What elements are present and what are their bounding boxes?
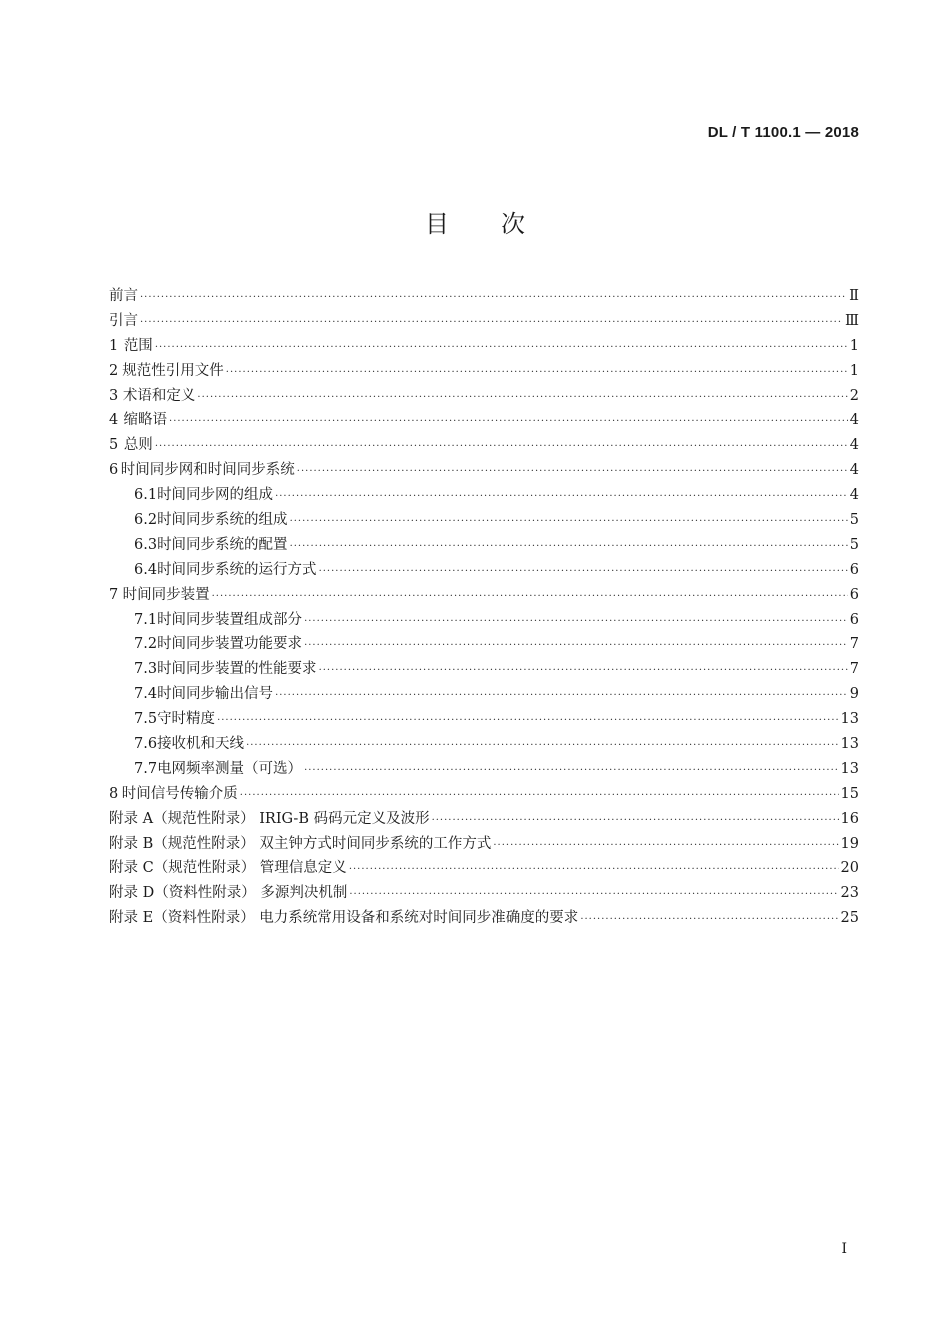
toc-entry-label: 时间同步系统的运行方式 — [157, 561, 317, 578]
toc-entry[interactable] — [109, 608, 859, 633]
toc-entry-number: 3 — [109, 387, 119, 404]
toc-entry-page: 2 — [849, 387, 859, 404]
toc-entry-label: 总则 — [123, 437, 153, 454]
toc-entry-number: 5 — [109, 437, 119, 454]
toc-entry-page: Ⅲ — [845, 312, 859, 329]
toc-entry-page: 4 — [849, 487, 859, 504]
toc-entry-page: 13 — [840, 736, 859, 753]
toc-entry-number: 7.6 — [134, 736, 158, 753]
toc-entry-label: 守时精度 — [157, 711, 216, 728]
toc-entry[interactable] — [109, 309, 859, 334]
toc-entry[interactable] — [109, 533, 859, 558]
toc-entry-page: 9 — [849, 686, 859, 703]
dot-leader — [290, 510, 848, 535]
page-number: I — [841, 1241, 847, 1257]
toc-entry[interactable] — [109, 433, 859, 458]
dot-leader — [155, 336, 848, 361]
toc-entry-label: 时间同步输出信号 — [157, 686, 274, 703]
toc-entry[interactable] — [109, 732, 859, 757]
toc-entry-page: 20 — [840, 860, 859, 877]
dot-leader — [319, 560, 848, 585]
toc-entry-label: 时间同步装置功能要求 — [157, 636, 303, 653]
toc-entry-page: 13 — [840, 711, 859, 728]
toc-entry-page: 25 — [840, 910, 859, 927]
toc-entry-label: 时间同步装置组成部分 — [157, 611, 303, 628]
toc-entry[interactable] — [109, 583, 859, 608]
toc-entry-number: 7 — [109, 586, 119, 603]
toc-entry[interactable] — [109, 408, 859, 433]
dot-leader — [304, 634, 848, 659]
toc-entry-label: 术语和定义 — [122, 387, 196, 404]
toc-entry-page: 7 — [849, 661, 859, 678]
toc-entry-page: 4 — [849, 437, 859, 454]
toc-entry-page: 19 — [840, 835, 859, 852]
toc-entry[interactable] — [109, 657, 859, 682]
dot-leader — [169, 410, 848, 435]
toc-entry-number: 2 — [109, 362, 119, 379]
dot-leader — [349, 883, 838, 908]
dot-leader — [304, 759, 838, 784]
toc-entry-label: 规范性引用文件 — [122, 362, 224, 379]
toc-entry-label: 引言 — [109, 312, 138, 329]
dot-leader — [290, 535, 848, 560]
dot-leader — [212, 585, 848, 610]
dot-leader — [580, 908, 838, 933]
toc-entry-page: 6 — [849, 611, 859, 628]
dot-leader — [217, 709, 838, 734]
dot-leader — [140, 311, 843, 336]
dot-leader — [319, 659, 848, 684]
toc-entry-label: 时间同步网和时间同步系统 — [120, 462, 295, 479]
dot-leader — [493, 834, 838, 859]
toc-entry[interactable] — [109, 458, 859, 483]
toc-entry[interactable] — [109, 508, 859, 533]
toc-entry-page: 6 — [849, 561, 859, 578]
toc-entry-label: 附录 B（规范性附录） 双主钟方式时间同步系统的工作方式 — [109, 835, 492, 852]
toc-entry[interactable] — [109, 483, 859, 508]
toc-entry[interactable] — [109, 881, 859, 906]
toc-entry-page: 5 — [849, 536, 859, 553]
toc-entry[interactable] — [109, 757, 859, 782]
toc-entry-number: 7.2 — [134, 636, 158, 653]
toc-entry[interactable] — [109, 558, 859, 583]
toc-entry-number: 6 — [109, 462, 119, 479]
dot-leader — [432, 809, 839, 834]
toc-entry[interactable] — [109, 359, 859, 384]
dot-leader — [240, 784, 839, 809]
toc-entry-number: 7.7 — [134, 760, 158, 777]
toc-entry-number: 6.1 — [134, 487, 158, 504]
toc-entry-page: Ⅱ — [849, 288, 859, 304]
toc-entry-page: 1 — [849, 362, 859, 379]
toc-entry-page: 13 — [840, 760, 859, 777]
toc-entry-label: 附录 A（规范性附录） IRIG-B 码码元定义及波形 — [109, 810, 430, 827]
toc-entry-number: 7.4 — [134, 686, 158, 703]
toc-entry-number: 6.3 — [134, 536, 158, 553]
dot-leader — [304, 610, 848, 635]
dot-leader — [246, 734, 838, 759]
dot-leader — [140, 286, 847, 311]
toc-entry-page: 6 — [849, 586, 859, 603]
toc-entry-number: 6.2 — [134, 512, 158, 529]
toc-entry-page: 7 — [849, 636, 859, 653]
toc-entry-label: 前言 — [109, 288, 138, 304]
toc-entry[interactable] — [109, 682, 859, 707]
dot-leader — [226, 361, 848, 386]
toc-entry[interactable] — [109, 707, 859, 732]
toc-entry-label: 附录 D（资料性附录） 多源判决机制 — [109, 885, 348, 902]
toc-entry[interactable] — [109, 384, 859, 409]
toc-entry-number: 8 — [109, 785, 119, 802]
toc-entry[interactable] — [109, 906, 859, 931]
toc-entry-number: 6.4 — [134, 561, 158, 578]
toc-entry-label: 范围 — [123, 337, 153, 354]
standard-code: DL / T 1100.1 — 2018 — [707, 124, 859, 141]
toc-entry-label: 时间同步网的组成 — [157, 487, 274, 504]
dot-leader — [297, 460, 848, 485]
toc-entry-label: 缩略语 — [123, 412, 168, 429]
toc-entry[interactable] — [109, 334, 859, 359]
toc-entry-label: 时间同步系统的组成 — [157, 512, 288, 529]
toc-entry-label: 附录 C（规范性附录） 管理信息定义 — [109, 860, 347, 877]
dot-leader — [275, 485, 848, 510]
toc-entry-number: 7.1 — [134, 611, 158, 628]
toc-entry-page: 23 — [840, 885, 859, 902]
toc-entry-number: 7.5 — [134, 711, 158, 728]
toc-entry-page: 4 — [849, 412, 859, 429]
toc-entry-label: 时间信号传输介质 — [121, 785, 238, 802]
toc-entry[interactable] — [109, 832, 859, 857]
toc-entry[interactable] — [109, 632, 859, 657]
dot-leader — [155, 435, 848, 460]
toc-entry-number: 7.3 — [134, 661, 158, 678]
toc-entry-label: 时间同步装置 — [122, 586, 210, 603]
toc-entry-page: 1 — [849, 337, 859, 354]
toc-entry[interactable] — [109, 856, 859, 881]
table-of-contents — [109, 284, 859, 931]
toc-entry[interactable] — [109, 807, 859, 832]
toc-entry[interactable] — [109, 284, 859, 309]
toc-entry-page: 5 — [849, 512, 859, 529]
toc-entry-page: 16 — [840, 810, 859, 827]
toc-entry-label: 时间同步装置的性能要求 — [157, 661, 317, 678]
toc-entry[interactable] — [109, 782, 859, 807]
toc-entry-label: 时间同步系统的配置 — [157, 536, 288, 553]
toc-entry-page: 15 — [840, 785, 859, 802]
dot-leader — [349, 858, 839, 883]
toc-entry-label: 电网频率测量（可选） — [157, 760, 303, 777]
toc-entry-label: 接收机和天线 — [157, 736, 245, 753]
dot-leader — [275, 684, 848, 709]
page-title: 目次 — [425, 210, 577, 238]
toc-entry-label: 附录 E（资料性附录） 电力系统常用设备和系统对时间同步准确度的要求 — [109, 910, 579, 927]
toc-entry-number: 4 — [109, 412, 119, 429]
dot-leader — [197, 386, 847, 411]
toc-entry-page: 4 — [849, 462, 859, 479]
toc-entry-number: 1 — [109, 337, 119, 354]
